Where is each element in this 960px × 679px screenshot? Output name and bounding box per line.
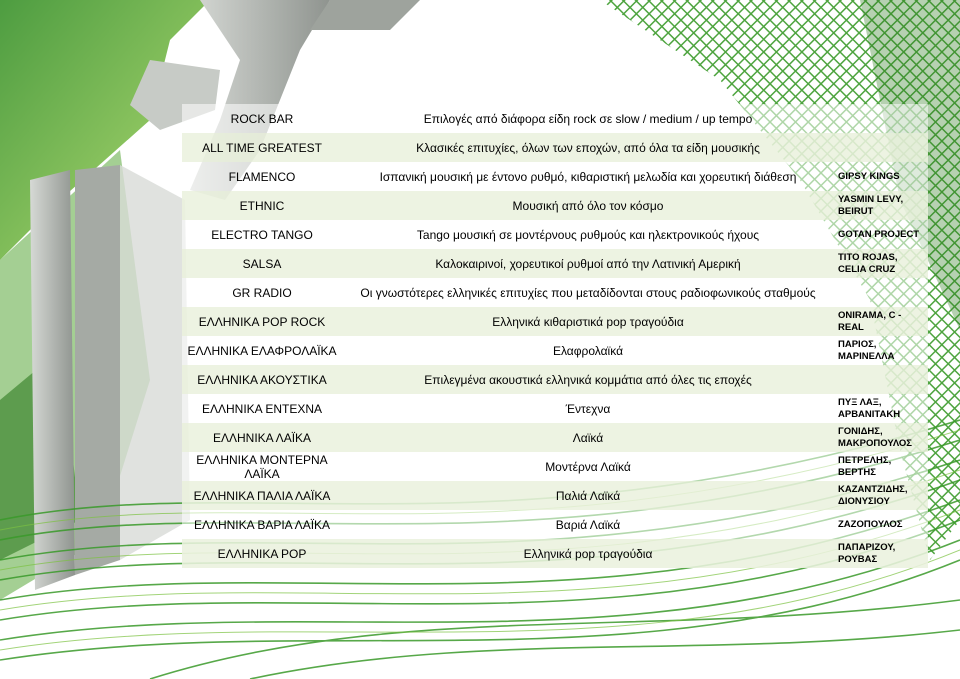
genre-description: Έντεχνα [342,394,834,423]
genre-artists: ΠΑΡΙΟΣ, ΜΑΡΙΝΕΛΛΑ [834,336,928,365]
genre-description: Ελληνικά κιθαριστικά pop τραγούδια [342,307,834,336]
genre-artists [834,365,928,394]
genre-name: ΕΛΛΗΝΙΚΑ ΑΚΟΥΣΤΙΚΑ [182,365,342,394]
genre-row [182,220,928,249]
genre-artists: ONIRAMA, C - REAL [834,307,928,336]
genre-artists: YASMIN LEVY, BEIRUT [834,191,928,220]
genre-name: GR RADIO [182,278,342,307]
genre-row [182,191,928,220]
genre-artists: ΠΑΠΑΡΙΖΟΥ, ΡΟΥΒΑΣ [834,539,928,568]
genre-artists: ΠΕΤΡΕΛΗΣ, ΒΕΡΤΗΣ [834,452,928,481]
genre-name: ΕΛΛΗΝΙΚΑ ΕΝΤΕΧΝΑ [182,394,342,423]
genre-artists: ΓΟΝΙΔΗΣ, ΜΑΚΡΟΠΟΥΛΟΣ [834,423,928,452]
genre-artists [834,278,928,307]
genre-name: ΕΛΛΗΝΙΚΑ ΜΟΝΤΕΡΝΑ ΛΑΪΚΑ [182,452,342,481]
genre-artists: ΚΑΖΑΝΤΖΙΔΗΣ, ΔΙΟΝΥΣΙΟΥ [834,481,928,510]
genre-description: Tango μουσική σε μοντέρνους ρυθμούς και ηλεκτρονικούς ήχους [342,220,834,249]
genre-row [182,365,928,394]
genre-name: FLAMENCO [182,162,342,191]
genre-description: Επιλεγμένα ακουστικά ελληνικά κομμάτια από όλες τις εποχές [342,365,834,394]
genre-artists [834,133,928,162]
genre-artists: TITO ROJAS, CELIA CRUZ [834,249,928,278]
genre-name: ALL TIME GREATEST [182,133,342,162]
genre-row [182,307,928,336]
genre-name: ΕΛΛΗΝΙΚΑ POP [182,539,342,568]
genre-description: Ελληνικά pop τραγούδια [342,539,834,568]
genre-row [182,510,928,539]
genre-description: Βαριά Λαϊκά [342,510,834,539]
genre-artists: GIPSY KINGS [834,162,928,191]
genre-row [182,481,928,510]
genre-description: Μοντέρνα Λαϊκά [342,452,834,481]
genre-row [182,336,928,365]
genre-description: Ισπανική μουσική με έντονο ρυθμό, κιθαριστική μελωδία και χορευτική διάθεση [342,162,834,191]
genre-name: SALSA [182,249,342,278]
genre-name: ETHNIC [182,191,342,220]
genre-name: ΕΛΛΗΝΙΚΑ ΛΑΪΚΑ [182,423,342,452]
genre-row [182,104,928,133]
genre-row [182,133,928,162]
genre-description: Καλοκαιρινοί, χορευτικοί ρυθμοί από την Λατινική Αμερική [342,249,834,278]
genre-row [182,423,928,452]
genre-artists: ΖΑΖΟΠΟΥΛΟΣ [834,510,928,539]
genre-row [182,162,928,191]
genre-name: ΕΛΛΗΝΙΚΑ POP ROCK [182,307,342,336]
genre-description: Οι γνωστότερες ελληνικές επιτυχίες που μεταδίδονται στους ραδιοφωνικούς σταθμούς [342,278,834,307]
genre-row [182,452,928,481]
genre-row [182,394,928,423]
genre-name: ELECTRO TANGO [182,220,342,249]
genre-row [182,539,928,568]
genre-description: Παλιά Λαϊκά [342,481,834,510]
genre-artists: ΠΥΞ ΛΑΞ, ΑΡΒΑΝΙΤΑΚΗ [834,394,928,423]
genres-table [182,104,928,568]
genre-row [182,249,928,278]
genre-description: Ελαφρολαϊκά [342,336,834,365]
genre-artists: GOTAN PROJECT [834,220,928,249]
genre-name: ΕΛΛΗΝΙΚΑ ΒΑΡΙΑ ΛΑΪΚΑ [182,510,342,539]
genre-description: Λαϊκά [342,423,834,452]
genre-name: ΕΛΛΗΝΙΚΑ ΠΑΛΙΑ ΛΑΪΚΑ [182,481,342,510]
genre-row [182,278,928,307]
genre-description: Κλασικές επιτυχίες, όλων των εποχών, από όλα τα είδη μουσικής [342,133,834,162]
genre-artists [834,104,928,133]
genre-name: ΕΛΛΗΝΙΚΑ ΕΛΑΦΡΟΛΑΪΚΑ [182,336,342,365]
genre-description: Επιλογές από διάφορα είδη rock σε slow / medium / up tempo [342,104,834,133]
genre-description: Μουσική από όλο τον κόσμο [342,191,834,220]
genre-name: ROCK BAR [182,104,342,133]
